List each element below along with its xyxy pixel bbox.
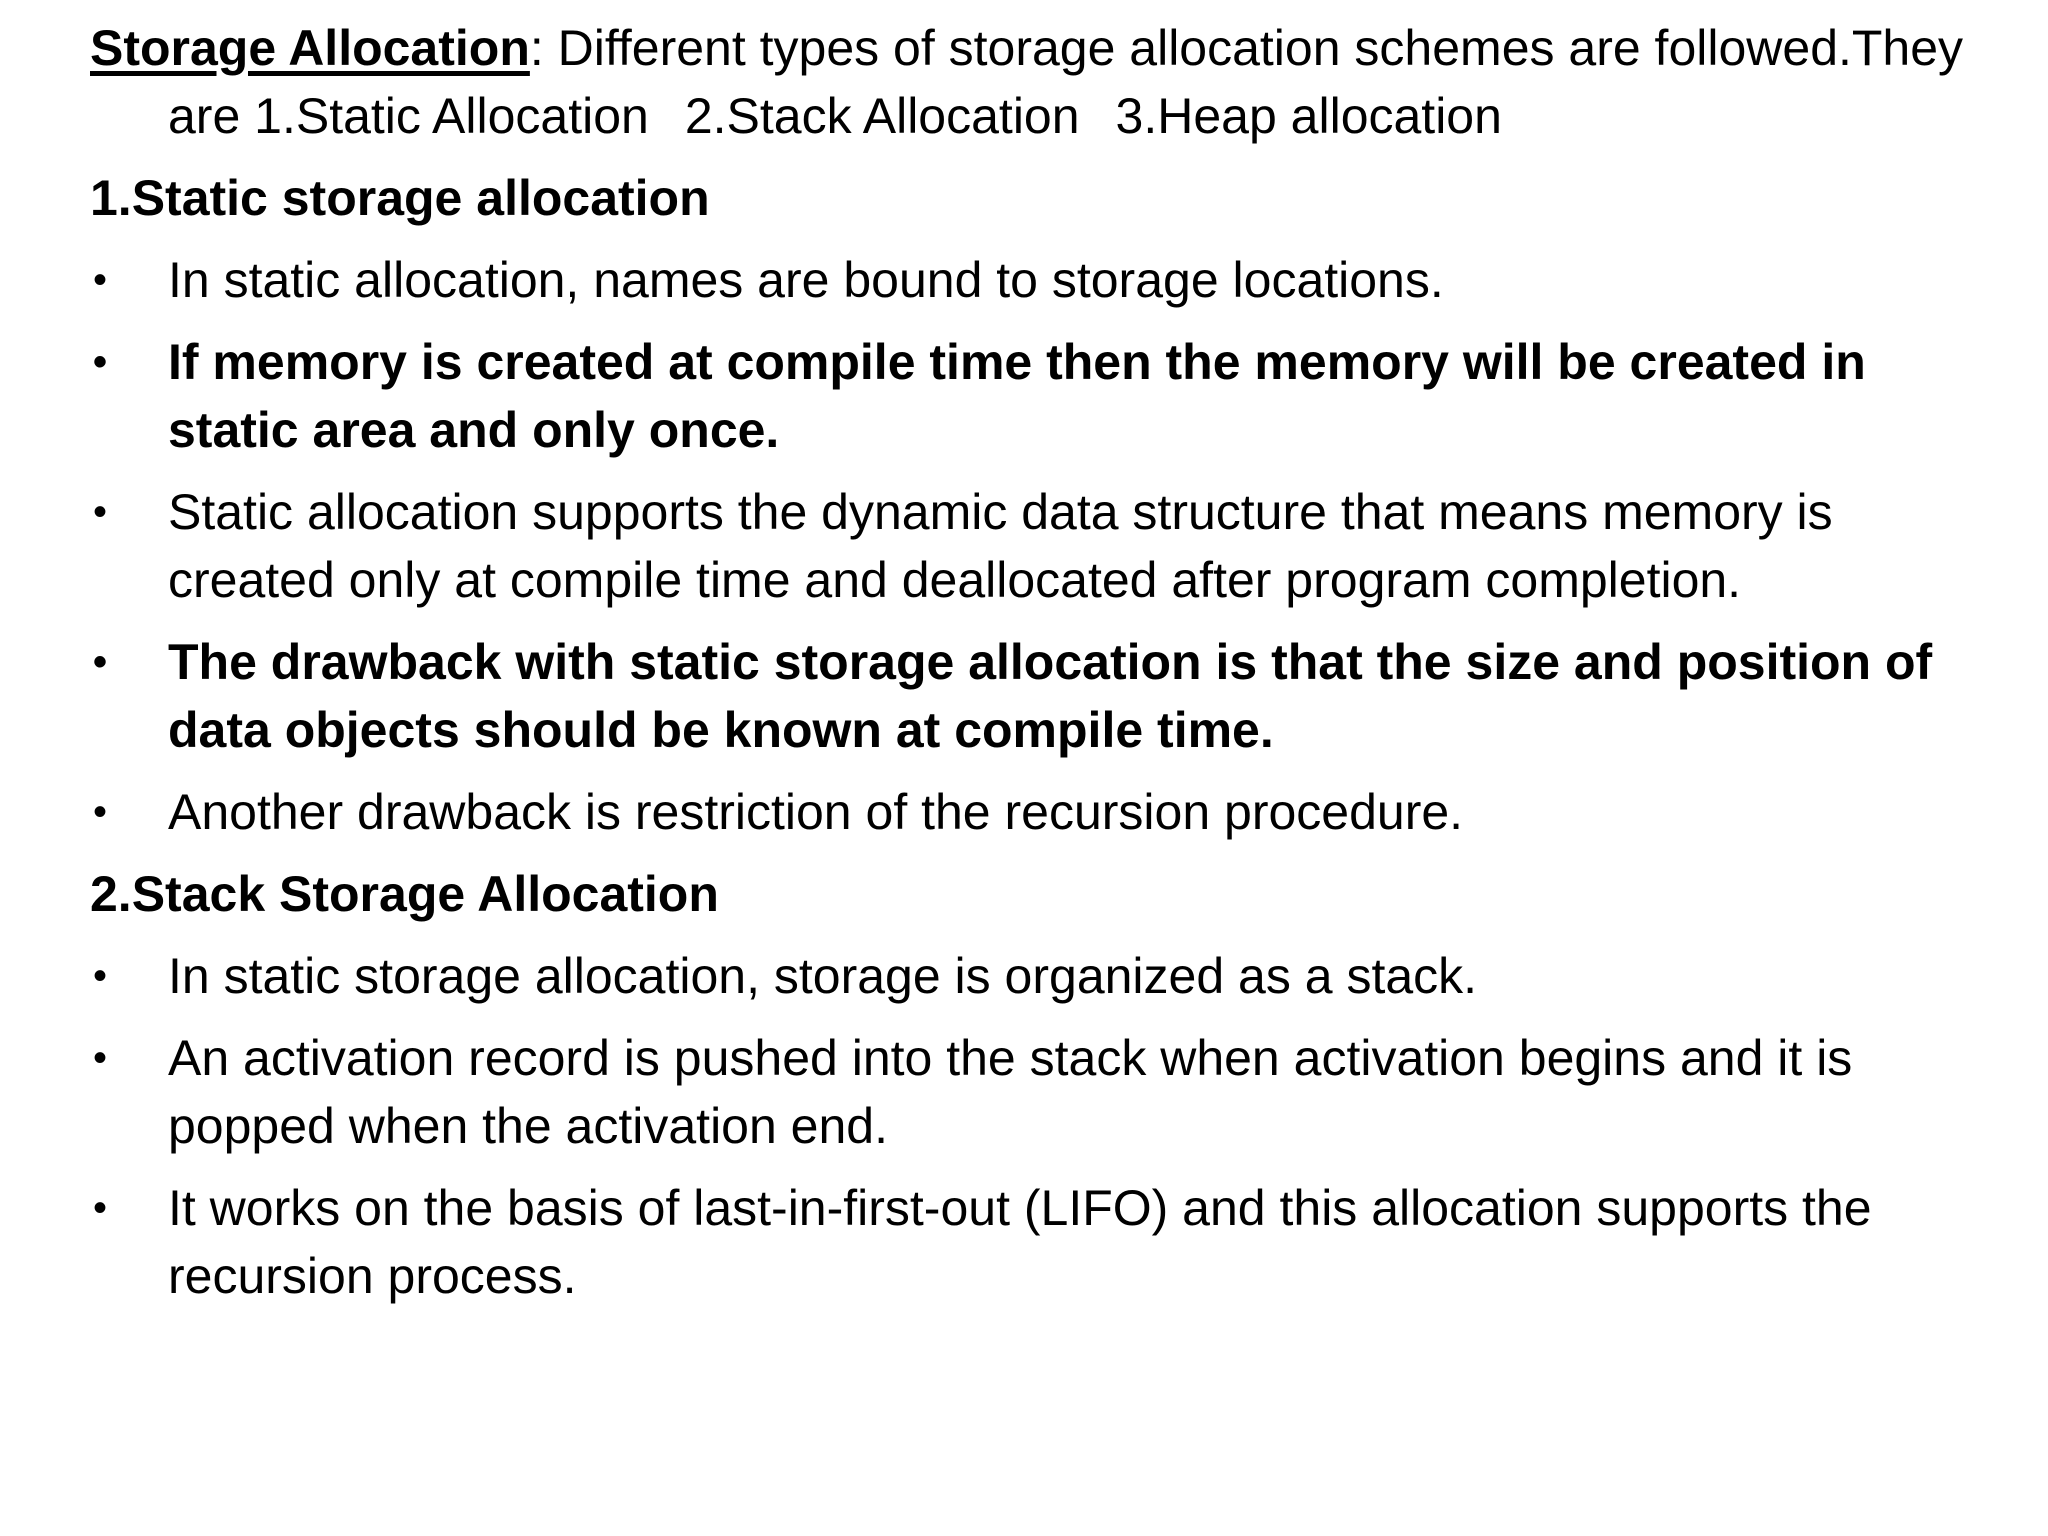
intro-paragraph [90, 14, 1990, 150]
bullet-dot: • [92, 954, 107, 998]
section-heading-static: 1.Static storage allocation [90, 170, 710, 226]
bullet-item [90, 246, 1990, 314]
bullet-text: The drawback with static storage allocation is that the size and position of data objects should be known at compile time. [168, 634, 1933, 758]
bullet-dot: • [92, 790, 107, 834]
bullet-item [90, 478, 1990, 614]
bullet-item [90, 328, 1990, 464]
bullet-item [90, 628, 1990, 764]
intro-text: Different types of storage allocation schemes are followed.They are [168, 20, 1964, 144]
bullet-text: If memory is created at compile time then the memory will be created in static area and only once. [168, 334, 1866, 458]
bullet-item [90, 1174, 1990, 1310]
bullet-dot: • [92, 258, 107, 302]
bullet-item [90, 1024, 1990, 1160]
intro-item-static: 1.Static Allocation [254, 88, 649, 144]
bullet-dot: • [92, 1036, 107, 1080]
bullet-text: An activation record is pushed into the stack when activation begins and it is popped when the activation end. [168, 1030, 1853, 1154]
bullet-dot: • [92, 340, 107, 384]
bullet-item [90, 778, 1990, 846]
bullet-item [90, 942, 1990, 1010]
bullet-text: In static allocation, names are bound to storage locations. [168, 252, 1444, 308]
slide-content [90, 14, 1990, 1310]
intro-item-heap: 3.Heap allocation [1115, 88, 1502, 144]
intro-item-stack: 2.Stack Allocation [684, 88, 1080, 144]
bullet-dot: • [92, 640, 107, 684]
intro-title: Storage Allocation [90, 20, 530, 76]
bullet-text: In static storage allocation, storage is organized as a stack. [168, 948, 1478, 1004]
bullet-text: Static allocation supports the dynamic data structure that means memory is created only at compile time and deallocated after program completion. [168, 484, 1833, 608]
bullet-dot: • [92, 490, 107, 534]
bullet-text: Another drawback is restriction of the recursion procedure. [168, 784, 1464, 840]
bullet-dot: • [92, 1186, 107, 1230]
bullet-text: It works on the basis of last-in-first-out (LIFO) and this allocation supports the recursion process. [168, 1180, 1872, 1304]
intro-separator: : [529, 20, 544, 76]
section-heading-stack: 2.Stack Storage Allocation [90, 866, 719, 922]
